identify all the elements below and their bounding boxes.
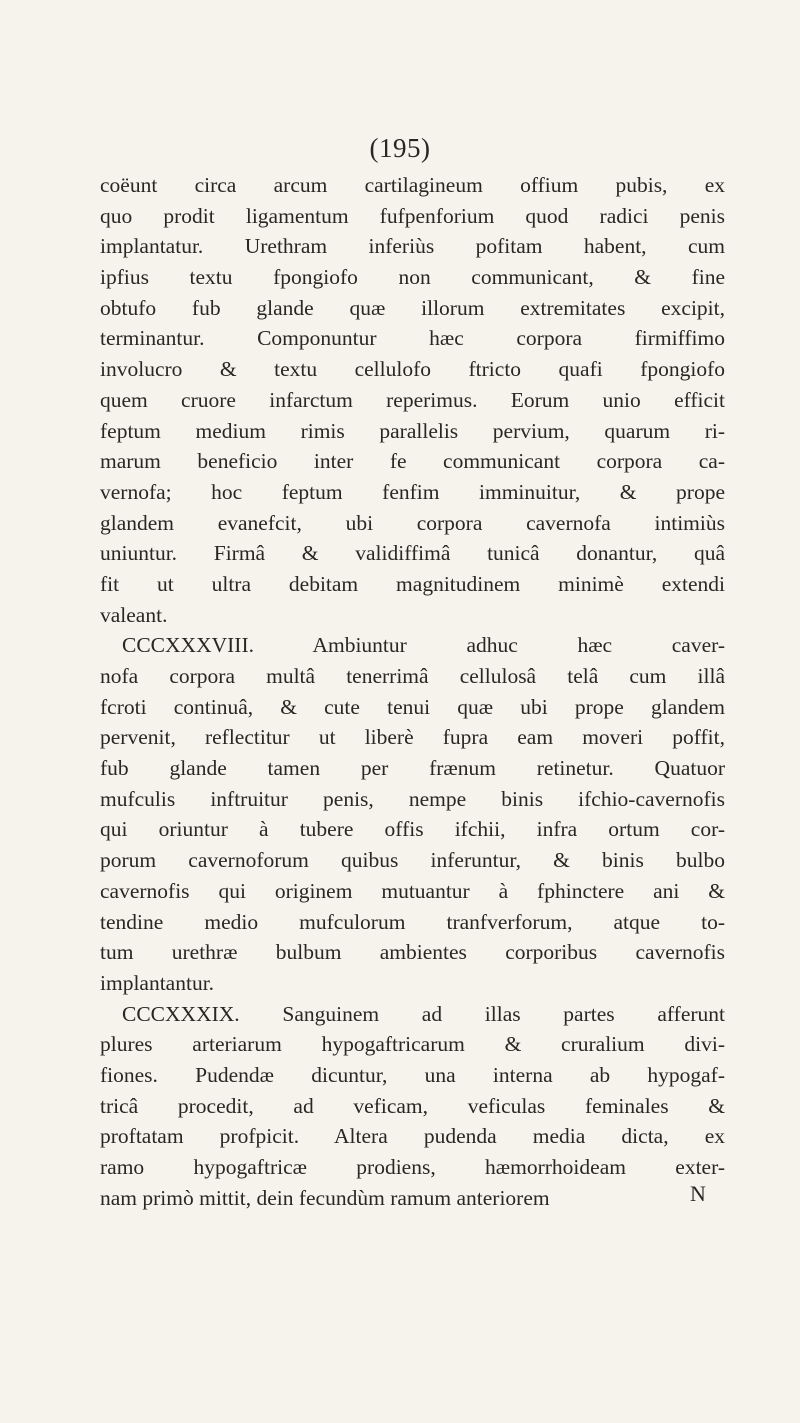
text-line: involucro & textu cellulofo ftricto quafi fpongiofo bbox=[100, 357, 725, 382]
text-line: fcroti continuâ, & cute tenui quæ ubi prope glandem bbox=[100, 694, 725, 719]
text-line: ramo hypogaftricæ prodiens, hæmorrhoideam exter- bbox=[100, 1155, 725, 1179]
text-line: qui oriuntur à tubere offis ifchii, infra ortum cor- bbox=[100, 817, 725, 842]
text-line: plures arteriarum hypogaftricarum & cruralium divi- bbox=[100, 1032, 725, 1057]
text-line: obtufo fub glande quæ illorum extremitates excipit, bbox=[100, 295, 725, 320]
text-line: proftatam profpicit. Altera pudenda media dicta, ex bbox=[100, 1124, 725, 1149]
page-number: (195) bbox=[369, 133, 431, 163]
body-text bbox=[100, 170, 725, 1213]
text-line: CCCXXXIX. Sanguinem ad illas partes afferunt bbox=[122, 1001, 725, 1026]
text-line: quo prodit ligamentum fufpenforium quod radici penis bbox=[100, 203, 725, 228]
text-line: CCCXXXVIII. Ambiuntur adhuc hæc caver- bbox=[122, 633, 725, 658]
text-line: cavernofis qui originem mutuantur à fphinctere ani & bbox=[100, 878, 725, 903]
text-line: implantantur. bbox=[100, 970, 215, 995]
text-line: uniuntur. Firmâ & validiffimâ tunicâ donantur, quâ bbox=[100, 541, 725, 566]
text-line: quem cruore infarctum reperimus. Eorum unio efficit bbox=[100, 387, 725, 412]
text-line: implantatur. Urethram inferiùs pofitam habent, cum bbox=[100, 234, 725, 259]
text-line: tendine medio mufculorum tranfverforum, atque to- bbox=[100, 909, 725, 934]
text-line: glandem evanefcit, ubi corpora cavernofa intimiùs bbox=[100, 510, 725, 535]
text-line: coëunt circa arcum cartilagineum offium pubis, ex bbox=[100, 173, 725, 197]
text-line: porum cavernoforum quibus inferuntur, & binis bulbo bbox=[100, 848, 725, 873]
text-line: pervenit, reflectitur ut liberè fupra eam moveri poffit, bbox=[100, 725, 725, 750]
text-line: fiones. Pudendæ dicuntur, una interna ab hypogaf- bbox=[100, 1062, 725, 1087]
catchword: N bbox=[690, 1181, 706, 1206]
text-line: fit ut ultra debitam magnitudinem minimè extendi bbox=[100, 571, 725, 596]
text-line: marum beneficio inter fe communicant corpora ca- bbox=[100, 449, 725, 474]
text-line: valeant. bbox=[100, 602, 168, 627]
text-line: tum urethræ bulbum ambientes corporibus cavernofis bbox=[100, 940, 725, 965]
text-line: fub glande tamen per frænum retinetur. Quatuor bbox=[100, 756, 725, 781]
text-line: feptum medium rimis parallelis pervium, quarum ri- bbox=[100, 418, 725, 443]
text-line: mufculis inftruitur penis, nempe binis ifchio-cavernofis bbox=[100, 786, 725, 811]
text-line: ipfius textu fpongiofo non communicant, & fine bbox=[100, 265, 725, 290]
text-line: vernofa; hoc feptum fenfim imminuitur, & prope bbox=[100, 479, 725, 504]
text-line: nofa corpora multâ tenerrimâ cellulosâ telâ cum illâ bbox=[100, 664, 725, 688]
text-line: tricâ procedit, ad veficam, veficulas feminales & bbox=[100, 1093, 725, 1118]
text-line: terminantur. Componuntur hæc corpora firmiffimo bbox=[100, 326, 725, 351]
text-line: nam primò mittit, dein fecundùm ramum anteriorem bbox=[100, 1185, 550, 1210]
